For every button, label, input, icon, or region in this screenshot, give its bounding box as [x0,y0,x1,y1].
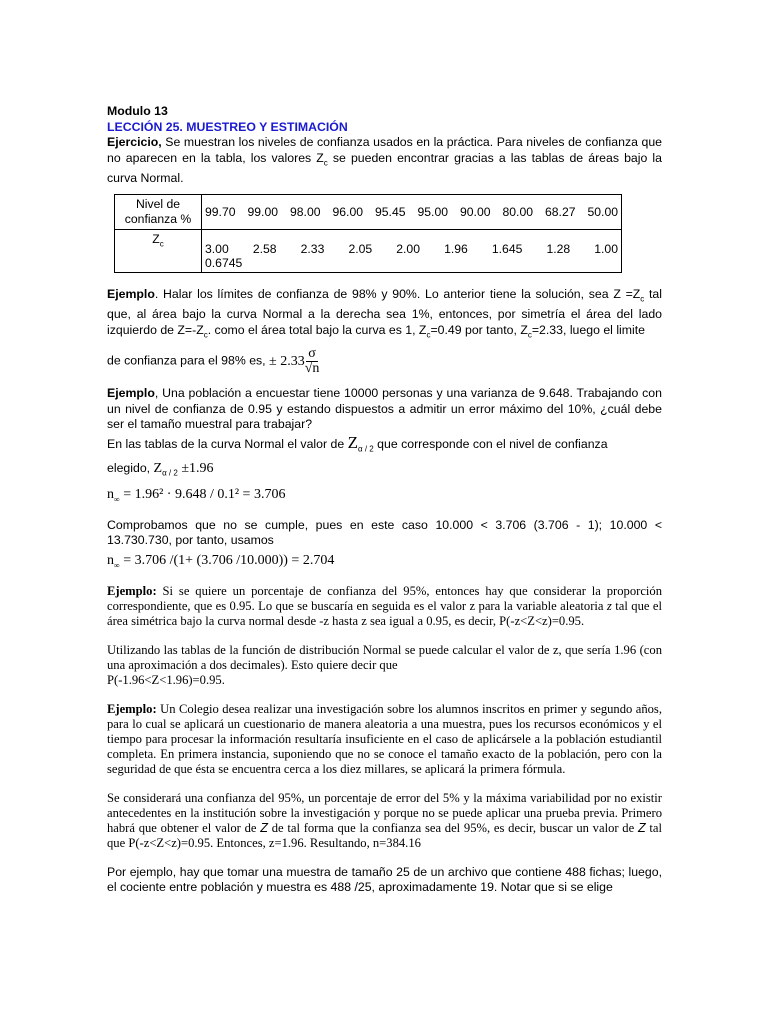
zc-sub: c [159,239,164,249]
example-1-text-4: =0.49 por tanto, Z [430,323,528,338]
exercise-text-2: se pueden encontrar gracias a las tablas de áreas bajo la curva Normal. [107,150,662,185]
example-1-text: . Halar los límites de confianza de 98% y 90%. Lo anterior tiene la solución, sea Z =Z [154,287,641,302]
utilizando-paragraph: Utilizando las tablas de la función de distribución Normal se puede calcular el valor de z, que sería 1.96 (con una aproximación a dos decimales). Esto quiere decir que [107,642,662,672]
example-1-text-5: =2.33, luego el limite [531,323,646,338]
example-4-paragraph [107,702,662,777]
italic-z: Z [260,820,268,835]
z-value-rest: ±1.96 [177,460,214,476]
example-3-text: Si se quiere un porcentaje de confianza del 95%, entonces hay que considerar la proporción correspondiente, que es 0.95. Lo que se buscaría en seguida es el valor z para la variable aleatoria [107,583,662,613]
module-heading: Modulo 13 [107,104,168,118]
exercise-sub: c [323,158,328,168]
italic-z: z [606,598,612,613]
considerara-paragraph [107,791,662,851]
line-a-text-2: que corresponde con el nivel de confianza [373,436,608,451]
confidence-level: 95.00 [417,205,448,220]
n-symbol: n [107,486,114,502]
confidence-level: 95.45 [375,205,406,220]
zc-value: 2.58 [252,242,277,257]
table-row [115,230,622,273]
z-alpha-symbol: Z [347,432,358,452]
example-1-line-2 [107,347,662,376]
example-2-line-b [107,461,662,481]
n-formula-text: = 1.96² · 9.648 / 0.1² = 3.706 [119,486,286,502]
lesson-title: LECCIÓN 25. MUESTREO Y ESTIMACIÓN [107,119,348,134]
example-1-sub: c [640,294,645,304]
n-symbol: n [107,552,114,568]
example-2-label: Ejemplo [107,386,155,401]
confidence-level: 90.00 [460,205,491,220]
n-formula-2 [107,553,662,570]
example-3-text-2: tal que el área simétrica bajo la curva normal desde -z hasta z sea igual a 0.95, es decir, P(-z<Z<z)=0.95. [107,598,662,628]
confidence-table [114,194,622,273]
confidence-level: 96.00 [332,205,363,220]
example-4-text: Un Colegio desea realizar una investigación sobre los alumnos inscritos en primer y segundo años, para lo cual se aplicará un cuestionario de manera aleatoria a una muestra, pues los recursos económicos y el tiempo para procesar la información resultaría insuficiente en el caso de aplicársele a la población estudiantil completa. En primera instancia, suponiendo que no se conoce el tamaño exacto de la población, pero con la seguridad de que ésta se encuentra cerca a los diez millares, se aplicará la primera fórmula. [107,701,662,776]
zc-value: 2.33 [300,242,325,257]
example-1-sub: c [527,330,532,340]
example-1-line-2-text: de confianza para el 98% es, [107,353,270,368]
table-row [115,195,622,230]
frac-numerator: σ [308,346,316,362]
zc-value: 2.05 [348,242,373,257]
document-page [107,104,662,896]
utilizando-line-2: P(-1.96<Z<1.96)=0.95. [107,672,225,687]
comprobamos-paragraph: Comprobamos que no se cumple, pues en este caso 10.000 < 3.706 (3.706 - 1); 10.000 < 13.730.730, por tanto, usamos [107,517,662,548]
example-2-paragraph [107,386,662,433]
values-cell [202,230,622,273]
confidence-level: 68.27 [545,205,576,220]
levels-cell [202,195,622,230]
example-2-line-a [107,432,662,457]
line-a-text: En las tablas de la curva Normal el valor de [107,436,348,451]
confidence-formula [269,346,320,377]
z-value-symbol: Z [153,460,163,476]
confidence-level: 50.00 [587,205,618,220]
example-1-text-2: tal que, al área bajo la curva Normal a la derecha sea 1%, entonces, por simetría el área del lado izquierdo de Z=-Z [107,287,662,338]
zc-value: 2.00 [396,242,420,257]
confidence-level: 98.00 [290,205,321,220]
n-formula-1 [107,487,662,504]
sigma-over-root-n [305,347,320,376]
zc-value: 1.00 [594,242,618,257]
n-sub: ∞ [114,494,120,504]
considerara-text-3: tal que P(-z<Z<z)=0.95. Entonces, z=1.96. Resultando, n=384.16 [107,820,662,850]
exercise-text: Se muestran los niveles de confianza usados en la práctica. Para niveles de confianza que no aparecen en la tabla, los valores Z [107,135,662,165]
example-1-sub: c [426,330,431,340]
example-4-label: Ejemplo: [107,701,157,716]
zc-value: 3.00 [205,242,229,257]
zc-label-cell [115,230,202,273]
example-1-sub: c [203,330,208,340]
levels-row [205,205,618,219]
example-3-paragraph [107,584,662,629]
table-header-label: Nivel de confianza % [115,195,202,230]
example-2-text: , Una población a encuestar tiene 10000 personas y una varianza de 9.648. Trabajando con un nivel de confianza de 0.95 y estando dispuestos a admitir un error máximo del 10%, ¿cuál debe ser el tamaño muestral para trabajar? [107,386,662,432]
z-alpha-sub: α / 2 [357,444,374,454]
confidence-level: 80.00 [502,205,533,220]
considerara-text: Se considerará una confianza del 95%, un porcentaje de error del 5% y la máxima variabilidad por no existir antecedentes en la institución sobre la investigación y porque no se puede aplicar una prueba previa. Primero habrá que obtener el valor de [107,790,662,835]
example-3-label: Ejemplo: [107,583,157,598]
italic-z: Z [637,820,646,835]
z-value-sub: α / 2 [162,468,178,478]
confidence-level: 99.00 [247,205,278,220]
example-1-label: Ejemplo [107,287,155,302]
line-b-text: elegido, [107,460,154,475]
por-ejemplo-paragraph: Por ejemplo, hay que tomar una muestra de tamaño 25 de un archivo que contiene 488 fichas; luego, el cociente entre población y muestra es 488 /25, aproximadamente 19. Notar que si se elige [107,864,662,895]
frac-denominator: √n [304,361,320,377]
confidence-level: 99.70 [205,205,236,220]
n2-formula-text: = 3.706 /(1+ (3.706 /10.000)) = 2.704 [119,552,335,568]
exercise-label: Ejercicio, [107,135,162,150]
values-row [205,242,618,256]
zc-value: 1.645 [491,242,523,257]
considerara-text-2: de tal forma que la confianza sea del 95%, es decir, buscar un valor de [267,820,638,835]
zc-label: Z [152,232,160,247]
zc-value: 1.96 [444,242,468,257]
example-1-text-3: . como el área total bajo la curva es 1, Z [207,323,427,338]
zc-value: 1.28 [546,242,571,257]
n-sub: ∞ [114,560,120,570]
exercise-paragraph [107,135,662,186]
formula-prefix: ± 2.33 [269,353,305,369]
example-1-paragraph [107,287,662,343]
extra-value: 0.6745 [205,256,243,271]
